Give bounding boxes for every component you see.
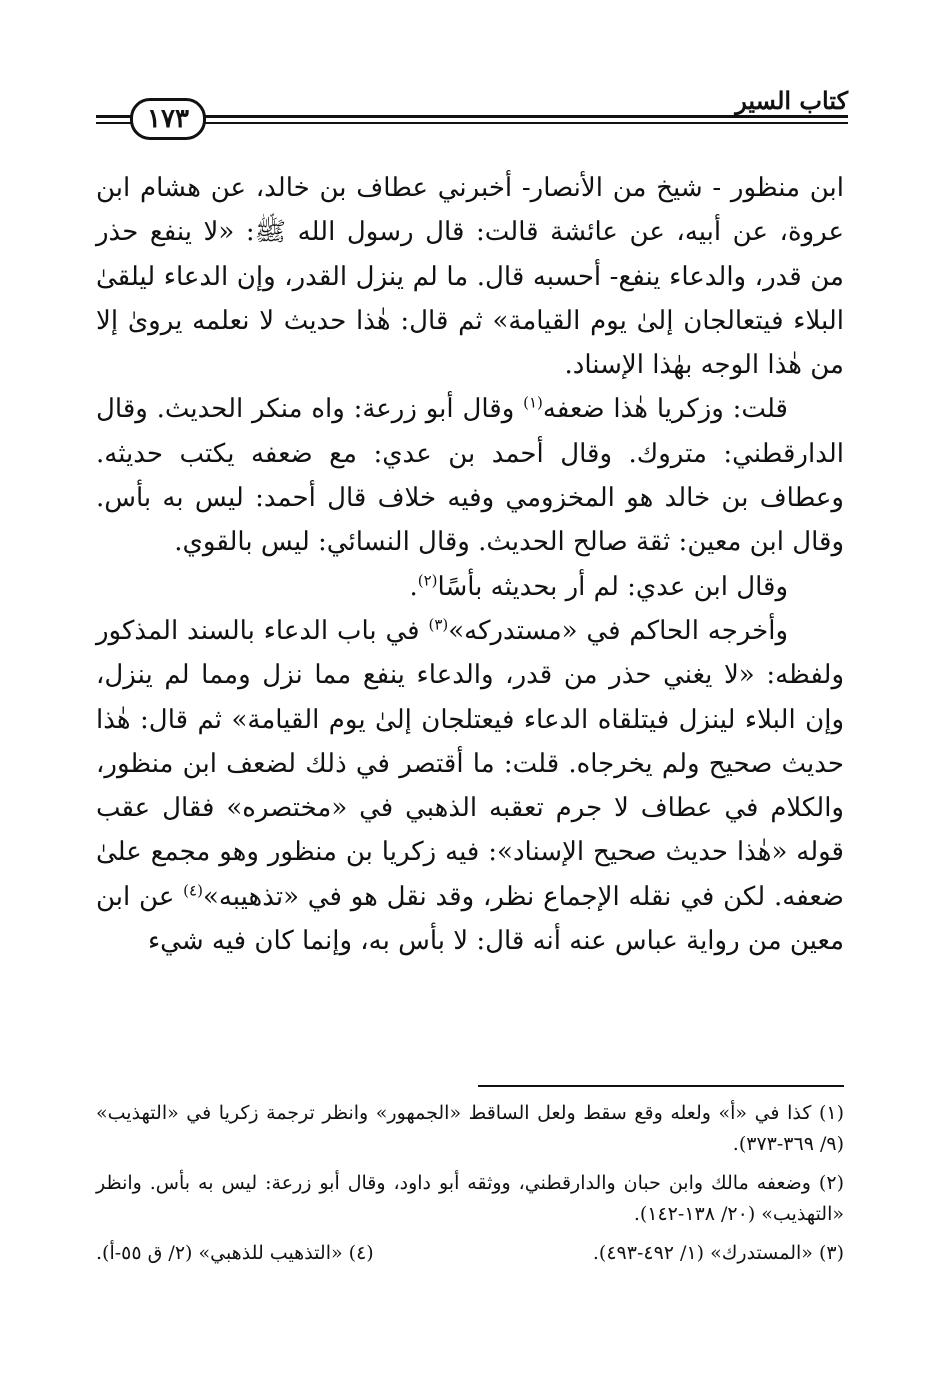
paragraph-2-start: قلت: وزكريا هٰذا ضعفه <box>542 394 788 425</box>
footnote-ref-2: (٢) <box>417 571 438 590</box>
paragraph-3-end: . <box>409 571 418 602</box>
paragraph-3 <box>96 565 844 609</box>
paragraph-4-middle: في باب الدعاء بالسند المذكور ولفظه: «لا يغني حذر من قدر، والدعاء ينفع مما نزل ومما لم ينزل، وإن البلاء لينزل فيتلقاه الدعاء فيعتلجان إلىٰ يوم القيامة» ثم قال: هٰذا حديث صحيح ولم يخرجاه. قلت: ما أقتصر في ذلك لضعف ابن منظور، والكلام في عطاف لا جرم تعقبه الذهبي في «مختصره» فقال عقب قوله «هٰذا حديث صحيح الإسناد»: فيه زكريا بن منظور وهو مجمع علىٰ ضعفه. لكن في نقله الإجماع نظر، وقد نقل هو في «تذهيبه» <box>96 615 844 912</box>
footnote-separator <box>478 1085 844 1087</box>
footnote-ref-4: (٤) <box>183 881 203 900</box>
footnote-ref-1: (١) <box>523 393 543 412</box>
footnote-ref-3: (٣) <box>428 615 449 634</box>
paragraph-1: ابن منظور - شيخ من الأنصار- أخبرني عطاف بن خالد، عن هشام ابن عروة، عن أبيه، عن عائشة قالت: قال رسول الله ﷺ: «لا ينفع حذر من قدر، والدعاء ينفع- أحسبه قال. ما لم ينزل القدر، وإن الدعاء ليلقىٰ البلاء فيتعالجان إلىٰ يوم القيامة» ثم قال: هٰذا حديث لا نعلمه يروىٰ إلا من هٰذا الوجه بهٰذا الإسناد. <box>96 173 844 381</box>
running-title: كتاب السير <box>727 86 848 115</box>
footnote-3: (٣) «المستدرك» (١/ ٤٩٢-٤٩٣). <box>592 1242 844 1264</box>
footnote-1: (١) كذا في «أ» ولعله وقع سقط ولعل الساقط «الجمهور» وانظر ترجمة زكريا في «التهذيب» (٩/ ٣٦٩-٣٧٣). <box>96 1102 845 1155</box>
header-rule-thin <box>196 122 848 124</box>
paragraph-4 <box>96 609 844 963</box>
main-text <box>96 166 844 963</box>
footnote-2: (٢) وضعفه مالك وابن حبان والدارقطني، ووثقه أبو داود، وقال أبو زرعة: ليس به بأس. وانظر «التهذيب» (٢٠/ ١٣٨-١٤٢). <box>96 1172 844 1225</box>
page-number: ١٧٣ <box>130 98 206 140</box>
footnotes <box>96 1098 844 1269</box>
paragraph-4-end: عن ابن معين من رواية عباس عنه أنه قال: لا بأس به، وإنما كان فيه شيء <box>96 881 844 957</box>
footnote-row-3-4 <box>96 1238 844 1269</box>
paragraph-2-rest: وقال أبو زرعة: واه منكر الحديث. وقال الدارقطني: متروك. وقال أحمد بن عدي: مع ضعفه يكتب حديثه. وعطاف بن خالد هو المخزومي وفيه خلاف قال أحمد: ليس به بأس. وقال ابن معين: ثقة صالح الحديث. وقال النسائي: ليس بالقوي. <box>96 394 844 558</box>
paragraph-2 <box>96 387 844 564</box>
paragraph-4-start: وأخرجه الحاكم في «مستدركه» <box>448 615 789 646</box>
page-header <box>96 88 848 140</box>
header-rule <box>196 115 848 118</box>
paragraph-3-start: وقال ابن عدي: لم أر بحديثه بأسًا <box>437 571 788 602</box>
footnote-4: (٤) «التذهيب للذهبي» (٢/ ق ٥٥-أ). <box>96 1242 374 1264</box>
